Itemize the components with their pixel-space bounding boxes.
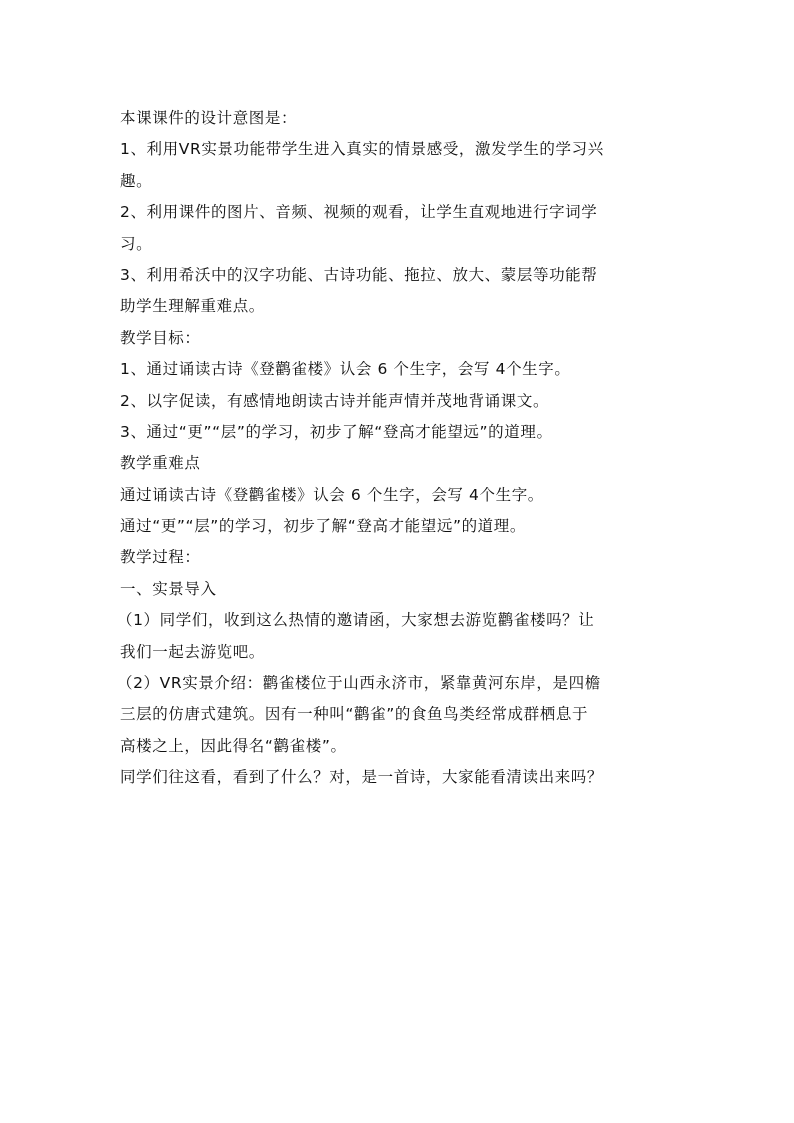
section-heading-key-points: 教学重难点: [120, 454, 201, 473]
subsection-heading-intro: 一、实景导入: [120, 579, 217, 598]
text-line-intent-1-cont: 趣。: [120, 171, 153, 190]
text-line-intent-2-cont: 习。: [120, 234, 153, 253]
text-line-closing: 同学们往这看，看到了什么？对，是一首诗，大家能看清读出来吗？: [120, 768, 604, 787]
text-line-goal-2: 2、以字促读，有感情地朗读古诗并能声情并茂地背诵课文。: [120, 391, 550, 410]
text-line-intent-1: 1、利用VR实景功能带学生进入真实的情景感受，激发学生的学习兴: [120, 140, 604, 159]
text-line-step-1-cont: 我们一起去游览吧。: [120, 642, 265, 661]
text-line-intent-3: 3、利用希沃中的汉字功能、古诗功能、拖拉、放大、蒙层等功能帮: [120, 265, 598, 284]
text-line-intent-3-cont: 助学生理解重难点。: [120, 297, 265, 316]
text-line-goal-3: 3、通过“更”“层”的学习，初步了解“登高才能望远”的道理。: [120, 422, 553, 441]
text-line-intent-2: 2、利用课件的图片、音频、视频的观看，让学生直观地进行字词学: [120, 203, 598, 222]
text-line-key-point-1: 通过诵读古诗《登鹳雀楼》认会 6 个生字，会写 4个生字。: [120, 485, 544, 504]
document-body: [117, 103, 680, 794]
text-line-goal-1: 1、通过诵读古诗《登鹳雀楼》认会 6 个生字，会写 4个生字。: [120, 360, 571, 379]
text-line-step-2-cont-a: 三层的仿唐式建筑。因有一种叫“鹳雀”的食鱼鸟类经常成群栖息于: [120, 705, 589, 724]
text-line-key-point-2: 通过“更”“层”的学习，初步了解“登高才能望远”的道理。: [120, 517, 526, 536]
section-heading-process: 教学过程：: [120, 548, 201, 567]
text-line-step-2: （2）VR实景介绍：鹳雀楼位于山西永济市，紧靠黄河东岸，是四檐: [117, 674, 601, 693]
section-heading-goals: 教学目标：: [120, 328, 201, 347]
text-line-step-1: （1）同学们，收到这么热情的邀请函，大家想去游览鹳雀楼吗？让: [117, 611, 595, 630]
text-line-design-intent-heading: 本课课件的设计意图是：: [120, 109, 298, 127]
text-line-step-2-cont-b: 高楼之上，因此得名“鹳雀楼”。: [120, 736, 347, 755]
